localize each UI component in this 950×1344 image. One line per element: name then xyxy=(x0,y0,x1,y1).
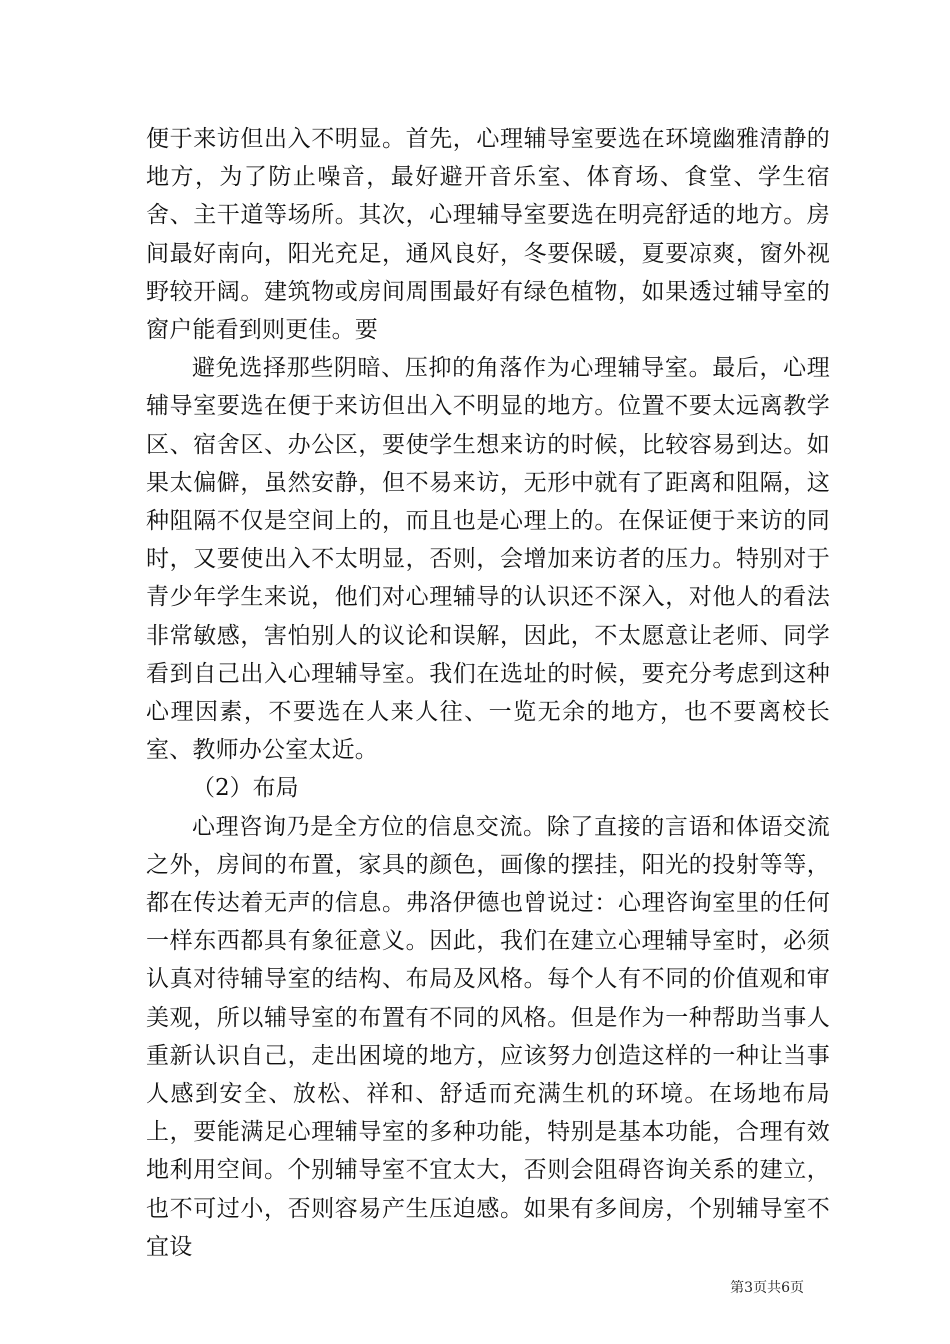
section-heading: （2）布局 xyxy=(192,775,299,802)
document-body xyxy=(146,120,830,1266)
paragraph-location: 避免选择那些阴暗、压抑的角落作为心理辅导室。最后，心理辅导室要选在便于来访但出入不明显的地方。位置不要太远离教学区、宿舍区、办公区，要使学生想来访的时候，比较容易到达。如果太偏僻，虽然安静，但不易来访，无形中就有了距离和阻隔，这种阻隔不仅是空间上的，而且也是心理上的。在保证便于来访的同时，又要使出入不太明显，否则，会增加来访者的压力。特别对于青少年学生来说，他们对心理辅导的认识还不深入，对他人的看法非常敏感，害怕别人的议论和误解，因此，不太愿意让老师、同学看到自己出入心理辅导室。我们在选址的时候，要充分考虑到这种心理因素，不要选在人来人往、一览无余的地方，也不要离校长室、教师办公室太近。 xyxy=(146,355,830,764)
paragraph-continuation: 便于来访但出入不明显。首先，心理辅导室要选在环境幽雅清静的地方，为了防止噪音，最好避开音乐室、体育场、食堂、学生宿舍、主干道等场所。其次，心理辅导室要选在明亮舒适的地方。房间最好南向，阳光充足，通风良好，冬要保暖，夏要凉爽，窗外视野较开阔。建筑物或房间周围最好有绿色植物，如果透过辅导室的窗户能看到则更佳。要 xyxy=(146,126,830,344)
paragraph-layout: 心理咨询乃是全方位的信息交流。除了直接的言语和体语交流之外，房间的布置，家具的颜色，画像的摆挂，阳光的投射等等，都在传达着无声的信息。弗洛伊德也曾说过：心理咨询室里的任何一样东西都具有象征意义。因此，我们在建立心理辅导室时，必须认真对待辅导室的结构、布局及风格。每个人有不同的价值观和审美观，所以辅导室的布置有不同的风格。但是作为一种帮助当事人重新认识自己，走出困境的地方，应该努力创造这样的一种让当事人感到安全、放松、祥和、舒适而充满生机的环境。在场地布局上，要能满足心理辅导室的多种功能，特别是基本功能，合理有效地利用空间。个别辅导室不宜太大，否则会阻碍咨询关系的建立，也不可过小，否则容易产生压迫感。如果有多间房，个别辅导室不宜设 xyxy=(146,813,830,1260)
page-number-footer: 第3页共6页 xyxy=(730,1280,804,1296)
